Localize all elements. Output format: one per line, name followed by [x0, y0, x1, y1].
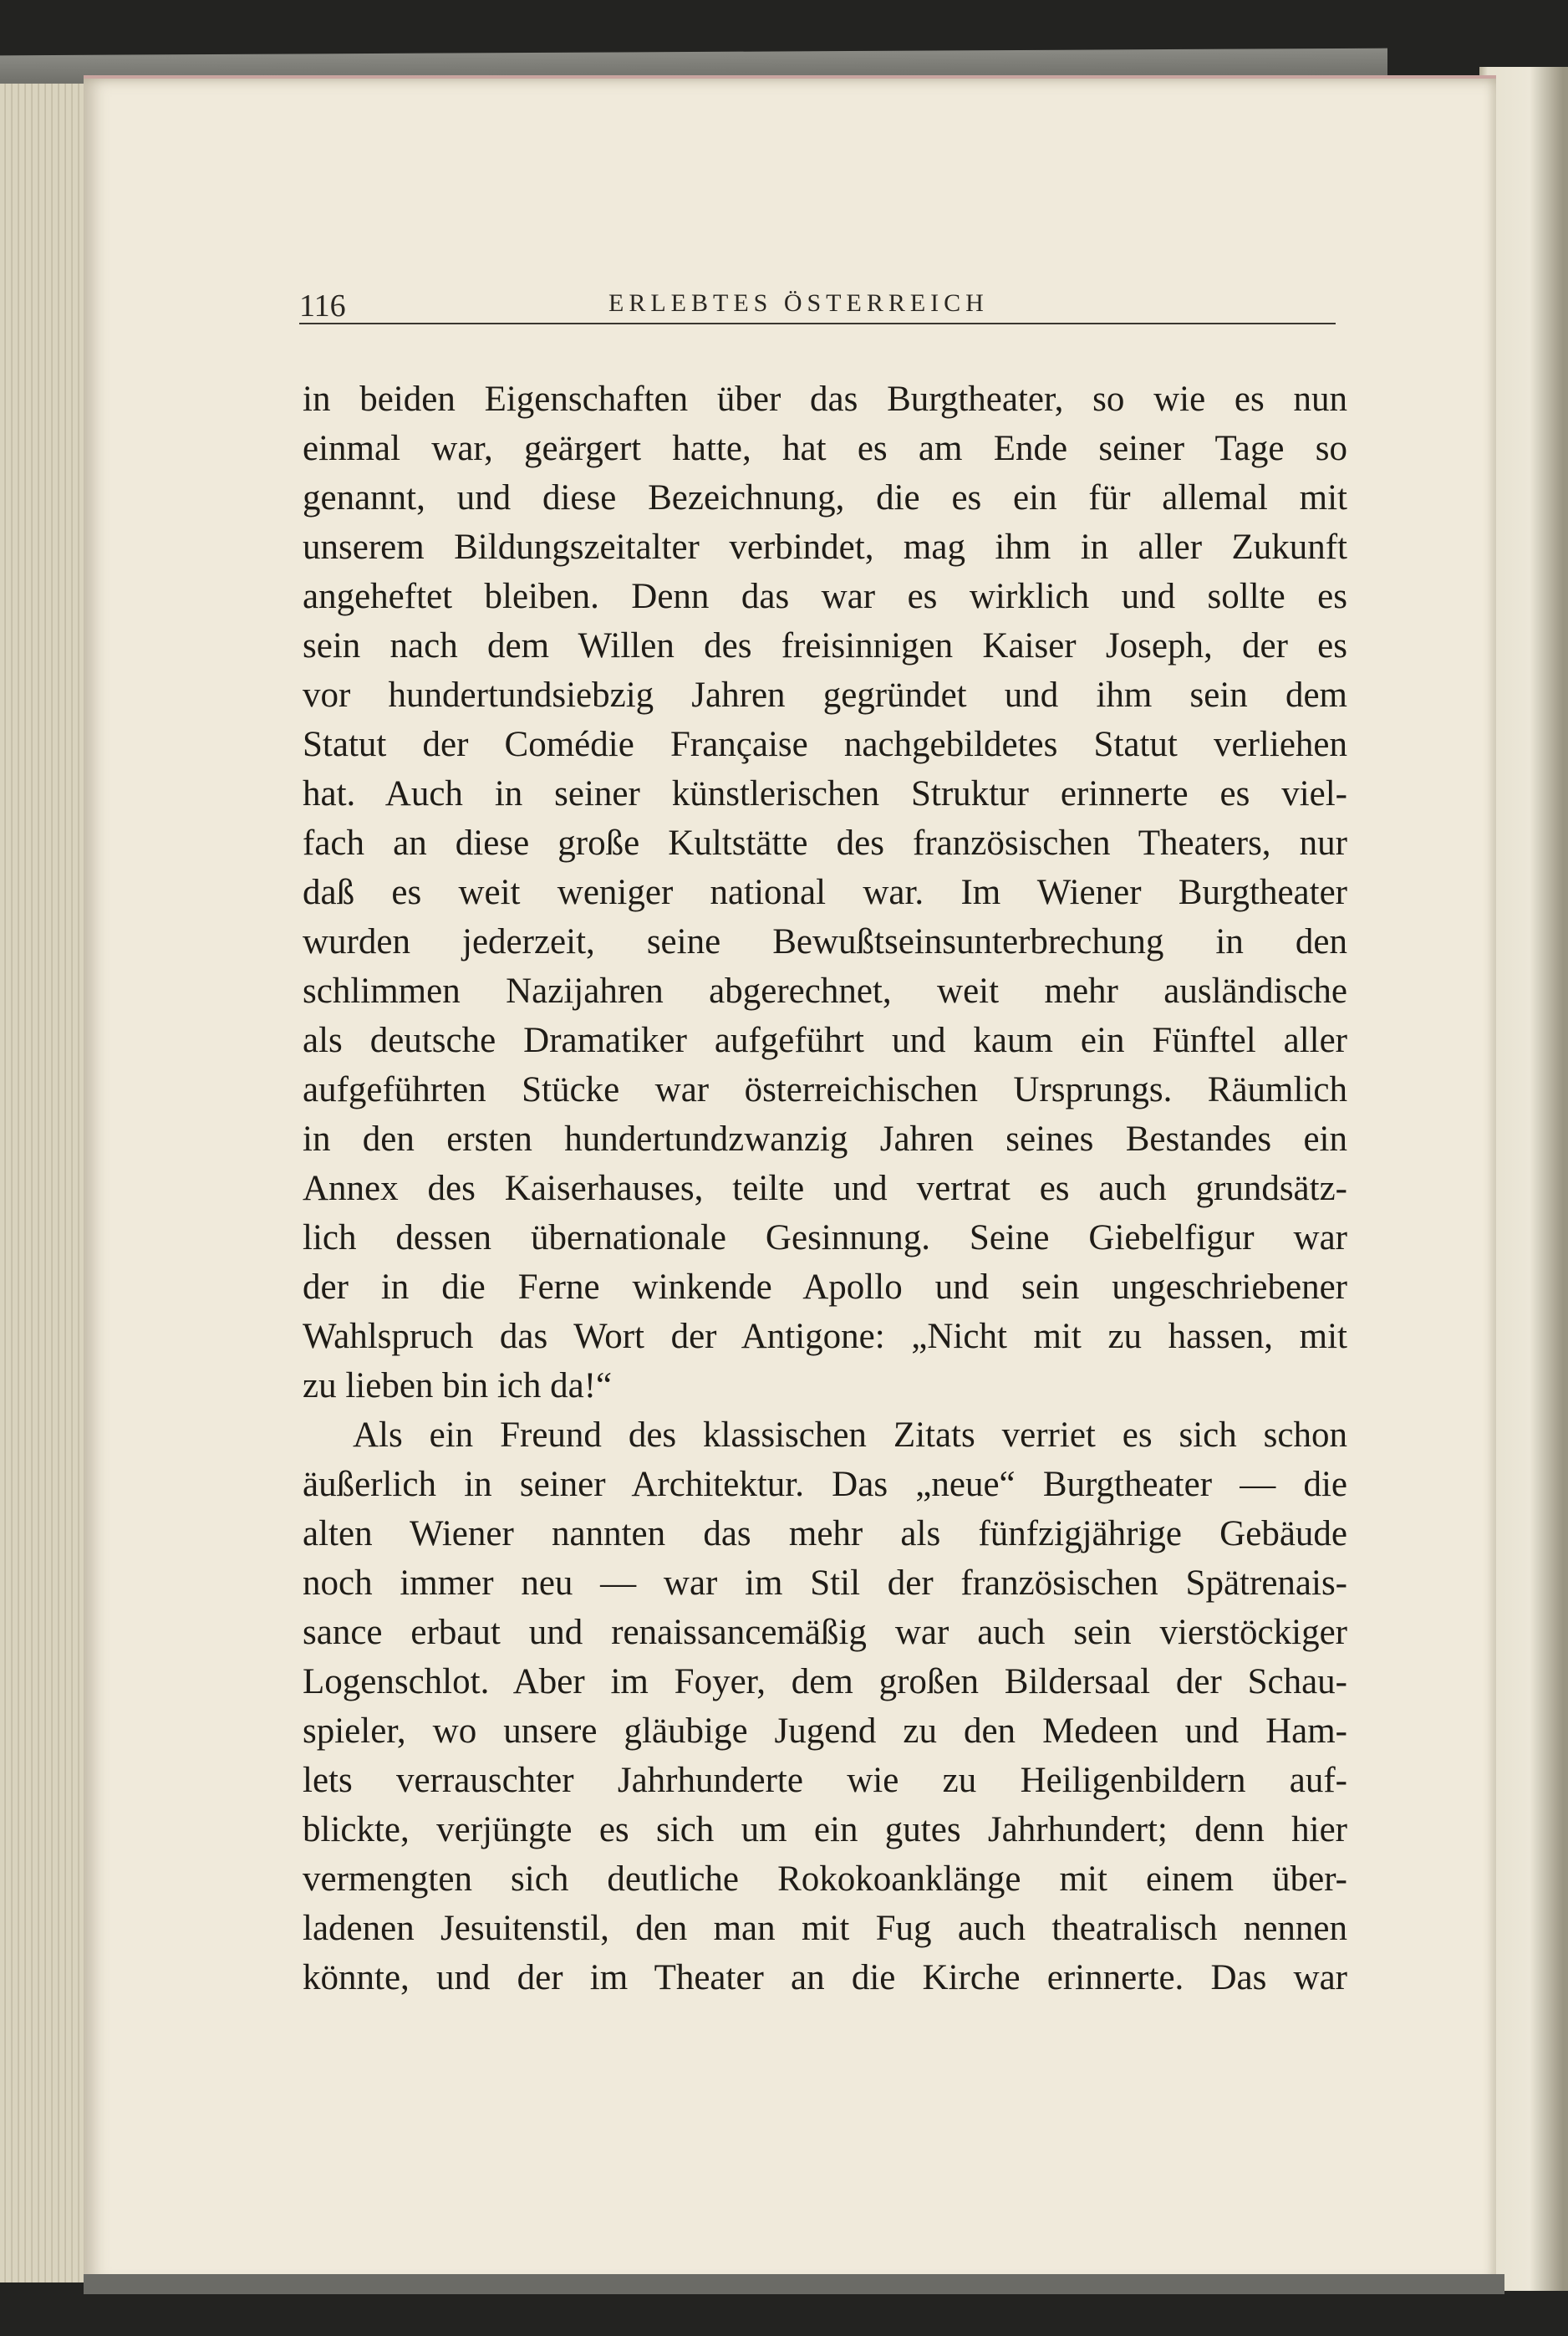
text-line: lich dessen übernationale Gesinnung. Seine Giebelfigur war [303, 1218, 1347, 1257]
text-line: unserem Bildungszeitalter verbindet, mag ihm in aller Zukunft [303, 528, 1347, 567]
text-line: Annex des Kaiserhauses, teilte und vertrat es auch grundsätz- [303, 1169, 1347, 1208]
text-line: hat. Auch in seiner künstlerischen Struktur erinnerte es viel- [303, 774, 1347, 814]
text-line: fach an diese große Kultstätte des französischen Theaters, nur [303, 824, 1347, 863]
text-line: sein nach dem Willen des freisinnigen Kaiser Joseph, der es [303, 626, 1347, 666]
text-line: Statut der Comédie Française nachgebildetes Statut verliehen [303, 725, 1347, 764]
header-rule [299, 323, 1336, 324]
text-line: angeheftet bleiben. Denn das war es wirklich und sollte es [303, 577, 1347, 616]
text-line: zu lieben bin ich da!“ [303, 1366, 613, 1405]
text-line: blickte, verjüngte es sich um ein gutes Jahrhundert; denn hier [303, 1810, 1347, 1849]
text-line: lets verrauschter Jahrhunderte wie zu Heiligenbildern auf- [303, 1761, 1347, 1800]
text-line: aufgeführten Stücke war österreichischen Ursprungs. Räumlich [303, 1070, 1347, 1109]
text-line: in den ersten hundertundzwanzig Jahren seines Bestandes ein [303, 1120, 1347, 1159]
text-line: einmal war, geärgert hatte, hat es am Ende seiner Tage so [303, 429, 1347, 468]
text-line: Wahlspruch das Wort der Antigone: „Nicht mit zu hassen, mit [303, 1317, 1347, 1356]
text-line: vor hundertundsiebzig Jahren gegründet und ihm sein dem [303, 676, 1347, 715]
text-line: könnte, und der im Theater an die Kirche erinnerte. Das war [303, 1958, 1347, 1997]
text-line: sance erbaut und renaissancemäßig war auch sein vierstöckiger [303, 1613, 1347, 1652]
text-line: spieler, wo unsere gläubige Jugend zu den Medeen und Ham- [303, 1711, 1347, 1751]
text-line: der in die Ferne winkende Apollo und sein ungeschriebener [303, 1267, 1347, 1307]
text-line: ladenen Jesuitenstil, den man mit Fug auch theatralisch nennen [303, 1909, 1347, 1948]
page-header [299, 281, 1336, 323]
book-cover-bottom [84, 2274, 1504, 2294]
text-line: in beiden Eigenschaften über das Burgtheater, so wie es nun [303, 380, 1347, 419]
text-line: daß es weit weniger national war. Im Wiener Burgtheater [303, 873, 1347, 912]
text-line: Logenschlot. Aber im Foyer, dem großen Bildersaal der Schau- [303, 1662, 1347, 1701]
text-line: wurden jederzeit, seine Bewußtseinsunterbrechung in den [303, 922, 1347, 961]
running-head: ERLEBTES ÖSTERREICH [608, 289, 989, 317]
text-line: genannt, und diese Bezeichnung, die es ein für allemal mit [303, 478, 1347, 518]
text-line: Als ein Freund des klassischen Zitats verriet es sich schon [353, 1415, 1347, 1455]
body-text [303, 375, 1347, 2002]
text-line: alten Wiener nannten das mehr als fünfzigjährige Gebäude [303, 1514, 1347, 1553]
text-line: schlimmen Nazijahren abgerechnet, weit mehr ausländische [303, 972, 1347, 1011]
text-line: als deutsche Dramatiker aufgeführt und kaum ein Fünftel aller [303, 1021, 1347, 1060]
text-line: äußerlich in seiner Architektur. Das „neue“ Burgtheater — die [303, 1465, 1347, 1504]
text-line: noch immer neu — war im Stil der französischen Spätrenais- [303, 1563, 1347, 1603]
text-line: vermengten sich deutliche Rokokoanklänge mit einem über- [303, 1859, 1347, 1899]
page-number: 116 [299, 288, 346, 324]
